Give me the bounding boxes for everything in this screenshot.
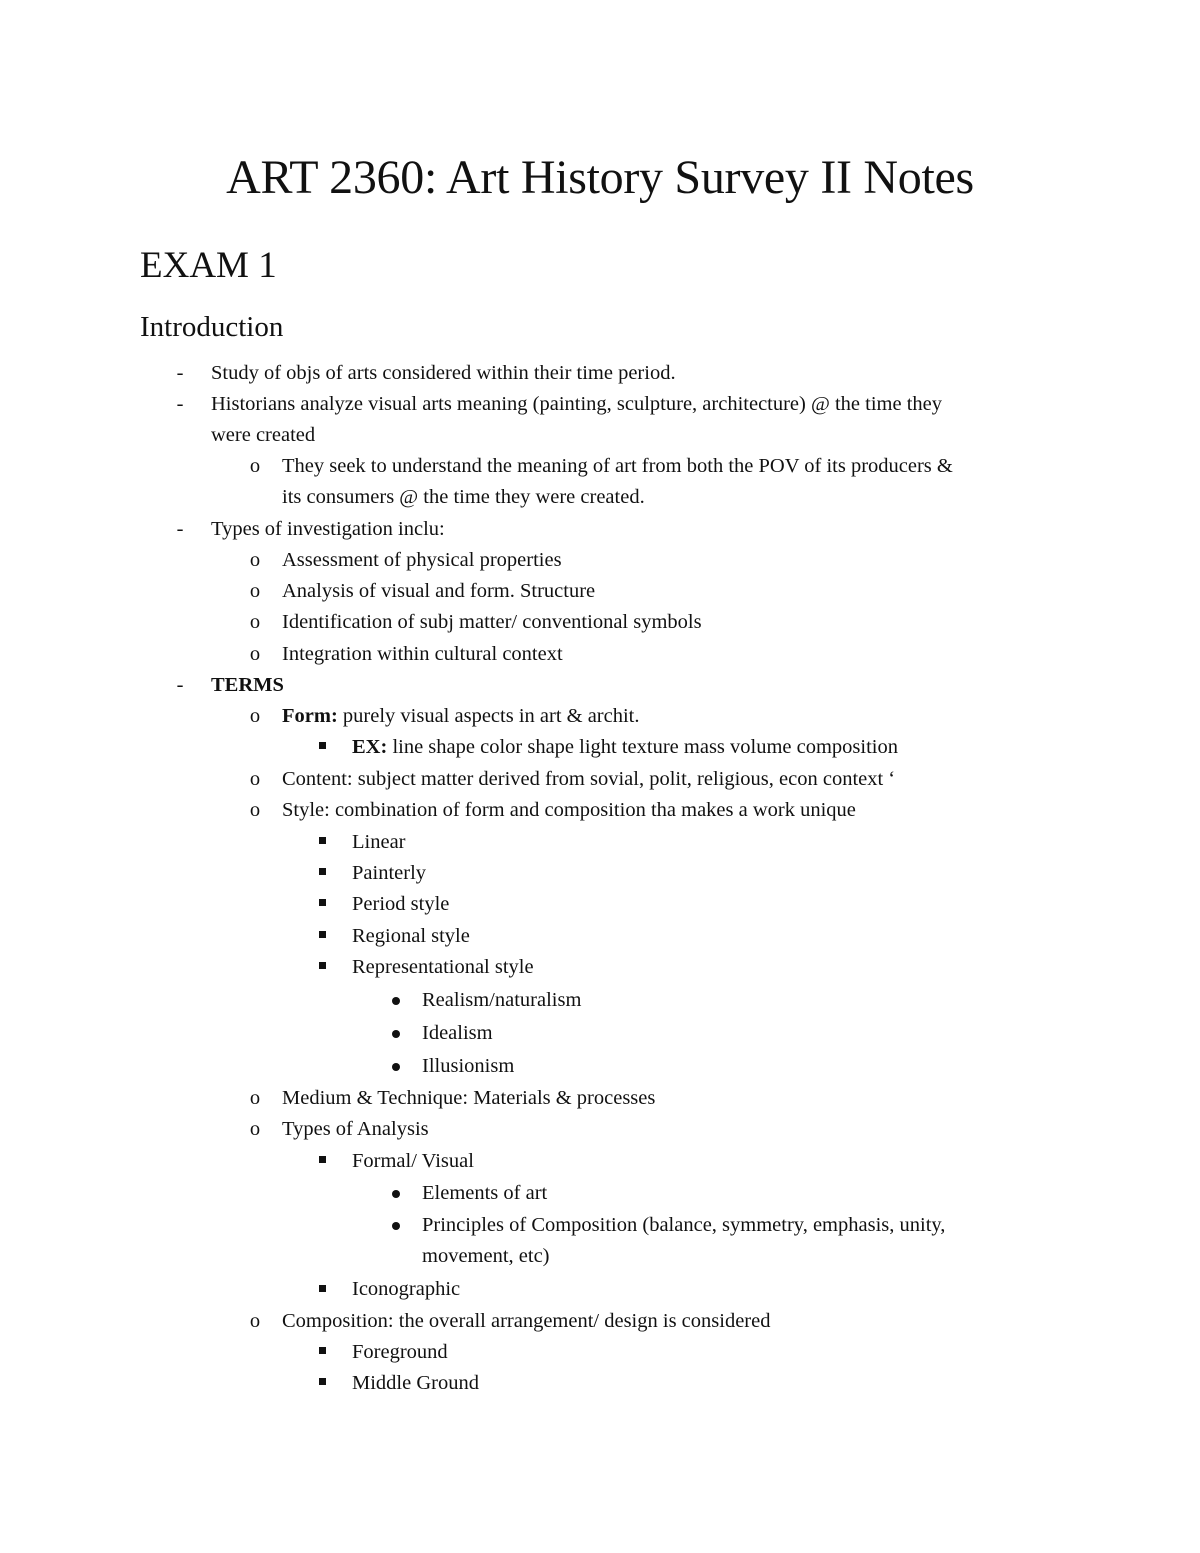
square-bullet (319, 837, 326, 844)
section-heading: Introduction (140, 311, 284, 343)
list-item: Illusionism (422, 1055, 515, 1077)
square-bullet (319, 931, 326, 938)
square-bullet (319, 1285, 326, 1292)
term-definition: line shape color shape light texture mass volume composition (387, 736, 899, 758)
circle-bullet: o (249, 611, 261, 633)
list-item: Middle Ground (352, 1372, 479, 1394)
list-item (282, 701, 640, 732)
list-item: Realism/naturalism (422, 989, 582, 1011)
list-item: Regional style (352, 925, 470, 947)
list-item-continuation: its consumers @ the time they were created. (282, 486, 645, 508)
square-bullet (319, 962, 326, 969)
exam-heading: EXAM 1 (140, 245, 277, 286)
circle-bullet: o (249, 1310, 261, 1332)
square-bullet (319, 742, 326, 749)
list-item: They seek to understand the meaning of art from both the POV of its producers & (282, 455, 953, 477)
list-item: Principles of Composition (balance, symmetry, emphasis, unity, (422, 1214, 946, 1236)
list-item: Analysis of visual and form. Structure (282, 580, 596, 602)
list-item: Period style (352, 893, 450, 915)
list-item: Painterly (352, 862, 427, 884)
round-bullet (392, 1030, 400, 1038)
circle-bullet: o (249, 455, 261, 477)
round-bullet (392, 1190, 400, 1198)
dash-bullet: - (176, 393, 184, 415)
list-item-continuation: movement, etc) (422, 1245, 550, 1267)
term-label: EX: (352, 736, 388, 758)
circle-bullet: o (249, 549, 261, 571)
list-item: Types of investigation inclu: (211, 518, 445, 540)
list-item: Style: combination of form and composition tha makes a work unique (282, 799, 856, 821)
list-item: Composition: the overall arrangement/ design is considered (282, 1310, 771, 1332)
term-label: Form: (282, 705, 338, 727)
list-item: Representational style (352, 956, 534, 978)
circle-bullet: o (249, 643, 261, 665)
dash-bullet: - (176, 518, 184, 540)
list-item: Medium & Technique: Materials & processes (282, 1087, 656, 1109)
square-bullet (319, 1156, 326, 1163)
square-bullet (319, 1347, 326, 1354)
list-item: Historians analyze visual arts meaning (painting, sculpture, architecture) @ the time they (211, 393, 943, 415)
terms-heading: TERMS (211, 674, 284, 696)
list-item: Identification of subj matter/ conventional symbols (282, 611, 702, 633)
circle-bullet: o (249, 768, 261, 790)
square-bullet (319, 899, 326, 906)
circle-bullet: o (249, 1118, 261, 1140)
square-bullet (319, 868, 326, 875)
list-item: Iconographic (352, 1278, 461, 1300)
list-item: Elements of art (422, 1182, 548, 1204)
list-item: Integration within cultural context (282, 643, 563, 665)
square-bullet (319, 1378, 326, 1385)
circle-bullet: o (249, 1087, 261, 1109)
list-item: Linear (352, 831, 406, 853)
circle-bullet: o (249, 580, 261, 602)
round-bullet (392, 997, 400, 1005)
list-item: Study of objs of arts considered within their time period. (211, 362, 676, 384)
document-title: ART 2360: Art History Survey II Notes (226, 151, 974, 204)
term-definition: purely visual aspects in art & archit. (337, 705, 640, 727)
list-item: Content: subject matter derived from sovial, polit, religious, econ context ‘ (282, 768, 896, 790)
dash-bullet: - (176, 362, 184, 384)
list-item: Foreground (352, 1341, 448, 1363)
round-bullet (392, 1222, 400, 1230)
round-bullet (392, 1063, 400, 1071)
circle-bullet: o (249, 705, 261, 727)
list-item: Assessment of physical properties (282, 549, 562, 571)
list-item-continuation: were created (211, 424, 316, 446)
circle-bullet: o (249, 799, 261, 821)
dash-bullet: - (176, 674, 184, 696)
list-item: Types of Analysis (282, 1118, 429, 1140)
list-item: Idealism (422, 1022, 493, 1044)
list-item (352, 732, 898, 763)
list-item: Formal/ Visual (352, 1150, 474, 1172)
